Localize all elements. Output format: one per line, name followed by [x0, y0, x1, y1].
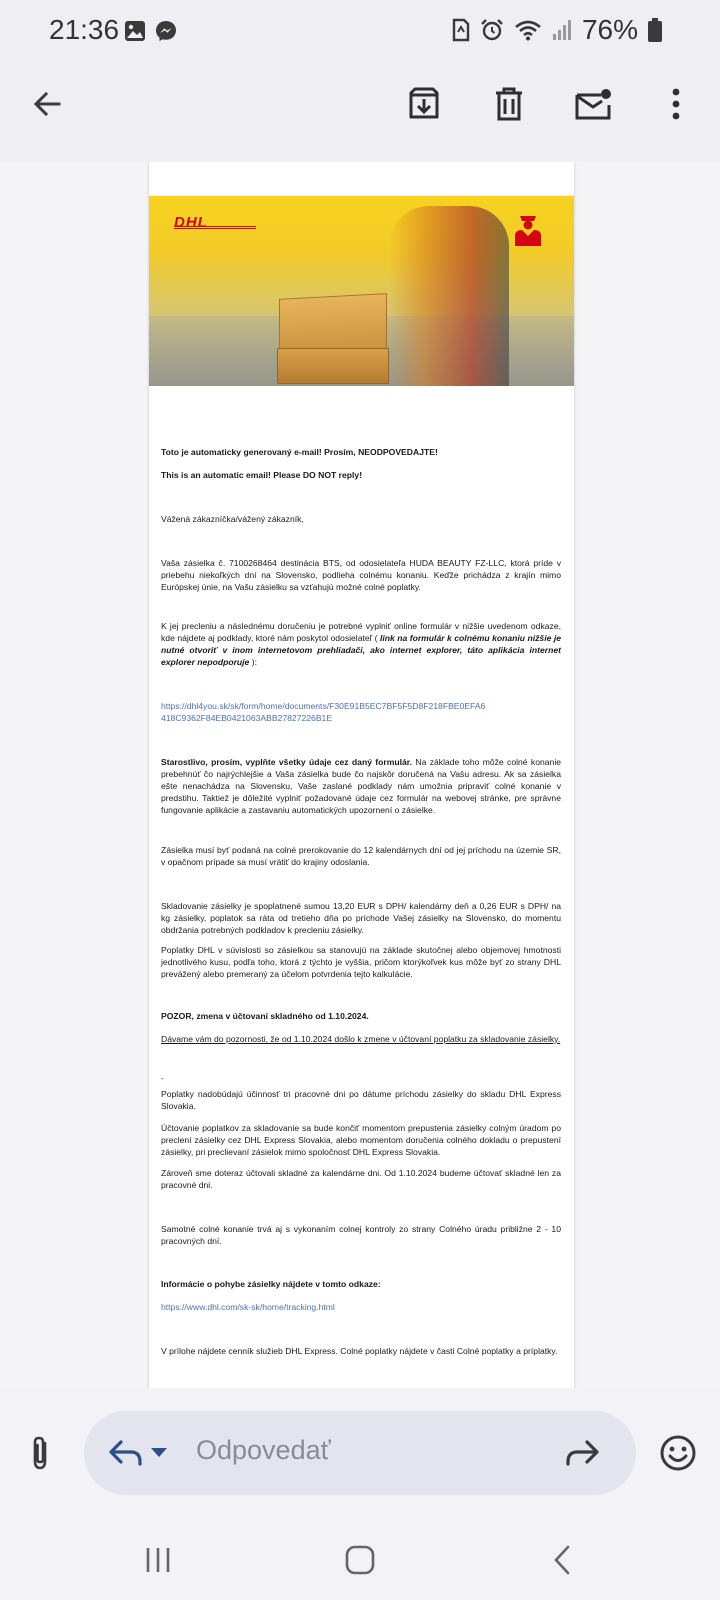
reply-icon [109, 1440, 143, 1466]
recents-button[interactable] [130, 1532, 186, 1588]
alarm-icon [480, 18, 504, 42]
delete-button[interactable] [481, 76, 537, 132]
emoji-button[interactable] [650, 1425, 706, 1481]
status-time: 21:36 [49, 14, 120, 45]
reply-field[interactable] [84, 1411, 636, 1495]
paragraph-storage: Skladovanie zásielky je spoplatnené sumou 13,20 EUR s DPH/ kalendárny deň a 0,26 EUR s DPH/ na kg zásielky, poplatok sa ráta od tretieho dňa po príchode Vašej zásielky na Slovensko, do momentu obdržania potrebných podkladov k precleniu zásielky. [161, 901, 561, 935]
tracking-title: Informácie o pohybe zásielky nájdete v tomto odkaze: [161, 1279, 381, 1289]
paragraph-form: K jej precleniu a následnému doručeniu je potrebné vyplniť online formulár v nižšie uvedenom odkaze, kde nájdete aj podklady, ktoré nám poskytol odosielateľ ( link na formulár k colnému konaniu nižšie je nutné otvoriť v inom internetovom prehliadači, ako internet explorer, táto aplikácia internet explorer nepodporuje ): [161, 621, 561, 667]
sim-icon [452, 18, 470, 42]
card-top-strip [149, 162, 574, 196]
status-bar [0, 0, 720, 62]
battery-percent: 76% [581, 14, 638, 45]
paragraph-pricelist: V prílohe nájdete cenník služieb DHL Express. Colné poplatky nájdete v časti Colné poplatky a príplatky. [161, 1346, 558, 1356]
messenger-icon [155, 20, 177, 42]
reply-options-chevron-icon [151, 1448, 167, 1458]
reply-options-button[interactable] [144, 1425, 174, 1481]
emoji-icon [659, 1434, 697, 1472]
paragraph-fill: Starostlivo, prosím, vyplňte všetky údaje cez daný formulár. Na základe toho môže colné konanie prebehnúť čo najrýchlejšie a Vaša zásielka bude čo najskôr doručená na Vašu adresu. Ak sa zásielka ešte nenachádza na Slovensku, Vaše zaslané podklady nám umožnia pripraviť colné konanie v predstihu. Taktiež je dôležité vyplniť požadované údaje cez formulár na webovej stránke, pre správne fungovanie aplikácie a zastavaniu automatických upozornení o zásielke. [161, 757, 562, 815]
app-bar [0, 62, 720, 162]
paragraph-deadline: Zásielka musí byť podaná na colné prerokovanie do 12 kalendárnych dní od jej príchodu na územie SR, v opačnom prípade sa musí vrátiť do krajiny odoslania. [161, 845, 561, 867]
back-button[interactable] [19, 76, 75, 132]
courier-icon [512, 212, 544, 248]
navigation-bar [0, 1520, 720, 1600]
forward-button[interactable] [554, 1425, 610, 1481]
attach-icon [29, 1435, 51, 1471]
more-vert-icon [671, 88, 681, 120]
warning-text: Dávame vám do pozornosti, že od 1.10.2024 došlo k zmene v účtovaní poplatku za skladovanie zásielky. [161, 1034, 561, 1044]
gallery-icon [124, 20, 146, 42]
email-content-area[interactable] [0, 162, 720, 1388]
back-icon [553, 1545, 571, 1575]
wifi-icon [514, 19, 542, 41]
home-button[interactable] [332, 1532, 388, 1588]
archive-button[interactable] [396, 76, 452, 132]
paragraph-working-days: Zároveň sme doteraz účtovali skladné za kalendárne dni. Od 1.10.2024 budeme účtovať skladné len za pracovné dni. [161, 1168, 561, 1190]
dhl-banner-image [149, 196, 574, 386]
paragraph-customs-duration: Samotné colné konanie trvá aj s vykonaním colnej kontroly zo strany Colného úradu približne 2 - 10 pracovných dní. [161, 1224, 561, 1246]
warning-title: POZOR, zmena v účtovaní skladného od 1.10.2024. [161, 1011, 369, 1021]
attach-button[interactable] [12, 1425, 68, 1481]
form-link[interactable]: https://dhl4you.sk/sk/form/home/documents/F30E91B5EC7BF5F5D8F218FBE0EFA6 418C9362F84EB0421063ABB27827226B1E [161, 701, 486, 723]
email-body-card [149, 162, 574, 1388]
greeting: Vážená zákazníčka/vážený zákazník, [161, 514, 304, 524]
more-options-button[interactable] [648, 76, 704, 132]
paragraph-fees: Poplatky DHL v súvislosti so zásielkou sa stanovujú na základe skutočnej alebo objemovej hmotnosti jednotlivého kusu, podľa toho, ktorá z týchto je vyššia, pričom ktorýkoľvek kus môže byť zo strany DHL prevážený alebo premeraný za účelom potvrdenia tejto kalkulácie. [161, 945, 561, 979]
forward-icon [565, 1440, 599, 1466]
recents-icon [144, 1546, 172, 1574]
back-arrow-icon [31, 88, 63, 120]
paragraph-billing: Účtovanie poplatkov za skladovanie sa bude končiť momentom prepustenia zásielky colným úradom po preclení zásielky cez DHL Express Slovakia, alebo momentom doručenia colného dokladu o prepustení zásielky, pri preclievaní zásielok mimo spoločnosť DHL Express Slovakia. [161, 1123, 561, 1157]
notice-sk: Toto je automaticky generovaný e-mail! Prosím, NEODPOVEDAJTE! [161, 447, 438, 457]
reply-bar [0, 1388, 720, 1520]
dhl-logo: DHL [174, 214, 208, 231]
tracking-link[interactable]: https://www.dhl.com/sk-sk/home/tracking.html [161, 1302, 335, 1312]
notice-en: This is an automatic email! Please DO NOT reply! [161, 470, 363, 480]
home-icon [345, 1545, 375, 1575]
delete-icon [494, 87, 524, 121]
dash: - [161, 1073, 164, 1083]
mark-unread-button[interactable] [566, 76, 622, 132]
system-back-button[interactable] [534, 1532, 590, 1588]
battery-icon [648, 18, 662, 42]
signal-icon [552, 19, 572, 41]
paragraph-effective: Poplatky nadobúdajú účinnosť tri pracovné dni po dátume príchodu zásielky do skladu DHL Express Slovakia. [161, 1089, 561, 1111]
mark-unread-icon [575, 87, 613, 121]
reply-placeholder[interactable]: Odpovedať [196, 1435, 331, 1465]
paragraph-shipment: Vaša zásielka č. 7100268464 destinácia BTS, od odosielateľa HUDA BEAUTY FZ-LLC, ktorá príde v priebehu niekoľkých dní na Slovensko, podlieha colnému konaniu. Keďže prichádza z krajín mimo Európskej únie, na Vašu zásielku sa vzťahujú možné colné poplatky. [161, 558, 561, 592]
status-right [452, 14, 662, 46]
status-left-icons [124, 20, 177, 42]
archive-icon [407, 87, 441, 121]
